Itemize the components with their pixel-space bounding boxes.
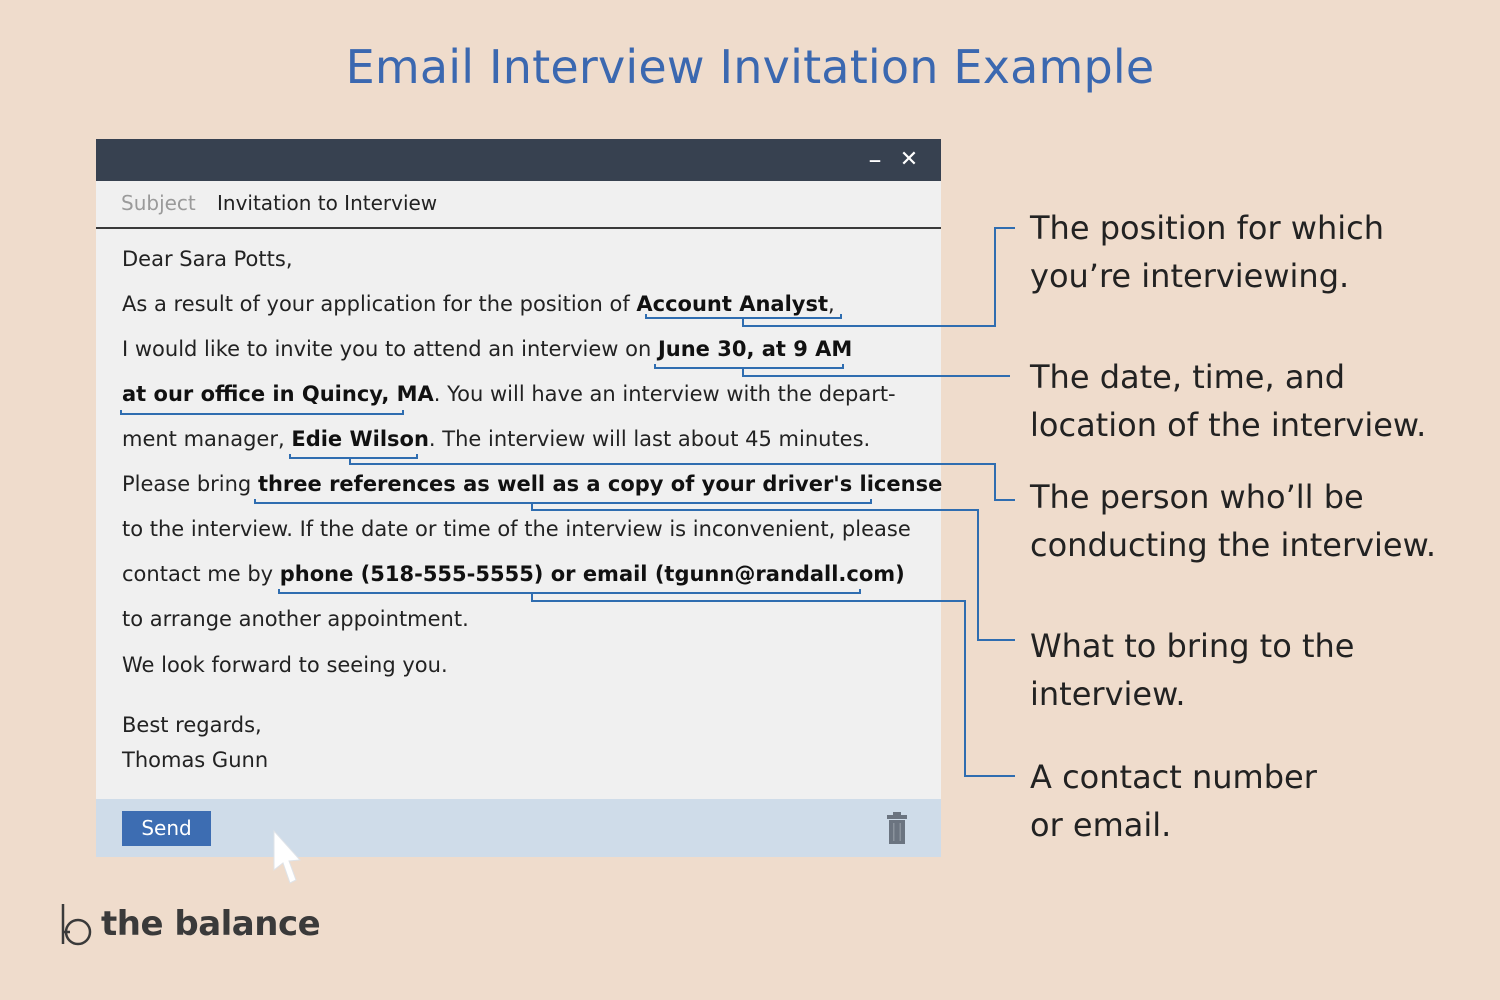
bracket-contact [279,589,860,593]
bracket-position [646,314,841,318]
highlight-position: Account Analyst [636,292,829,316]
brand-logo-icon [58,900,98,950]
body-line-8: to arrange another appointment. [122,607,469,631]
signature: Thomas Gunn [122,748,269,772]
highlight-contact: phone (518-555-5555) or email (tgunn@randall.com) [279,562,905,586]
minimize-button[interactable]: – [868,145,882,175]
highlight-what-to-bring: three references as well as a copy of your driver's license [257,472,943,496]
callout-position [1030,204,1384,300]
body-text: As a result of your application for the position of [122,292,637,316]
greeting: Dear Sara Potts, [122,247,293,271]
body-text: Please bring [122,472,258,496]
highlight-location: at our office in Quincy, MA [122,382,434,406]
connector-date-location [743,368,1010,376]
callout-text: location of the interview. [1030,406,1427,444]
body-text: . The interview will last about 45 minutes. [428,427,871,451]
page-title: Email Interview Invitation Example [345,40,1155,94]
body-line-9: We look forward to seeing you. [122,653,448,677]
connector-contact [532,593,1015,776]
close-button[interactable]: ✕ [899,147,919,172]
callout-interviewer [1030,473,1436,569]
subject-input[interactable]: Invitation to Interview [217,191,438,215]
callout-date-location [1030,353,1426,449]
connector-bring [532,503,1015,640]
brand-name: the balance [101,904,321,944]
send-button[interactable]: Send [122,811,211,846]
body-text: ment manager, [122,427,292,451]
callout-text: interview. [1030,675,1186,713]
callout-contact [1030,753,1317,849]
callout-text: The position for which [1030,209,1384,247]
callout-text: you’re interviewing. [1030,257,1350,295]
callout-text: or email. [1030,806,1172,844]
body-text: I would like to invite you to attend an interview on [122,337,658,361]
callout-text: The date, time, and [1030,358,1346,396]
body-text: . You will have an interview with the depart- [433,382,896,406]
body-text: , [828,292,835,316]
callout-text: The person who’ll be [1030,478,1364,516]
highlight-interviewer: Edie Wilson [291,427,429,451]
callout-text: conducting the interview. [1030,526,1437,564]
callout-text: What to bring to the [1030,627,1355,665]
body-text: contact me by [122,562,280,586]
mouse-cursor-icon [274,831,300,883]
callout-what-to-bring [1030,622,1354,718]
body-line-6: to the interview. If the date or time of the interview is inconvenient, please [122,517,911,541]
bracket-date [655,364,843,368]
bracket-bring [255,499,871,503]
highlight-date-time: June 30, at 9 AM [657,337,853,361]
closing: Best regards, [122,713,262,737]
connector-position [743,228,1015,326]
subject-label: Subject [121,191,196,215]
callout-text: A contact number [1030,758,1317,796]
bracket-person [290,454,417,458]
connector-person [350,458,1015,500]
bracket-location [121,410,403,414]
